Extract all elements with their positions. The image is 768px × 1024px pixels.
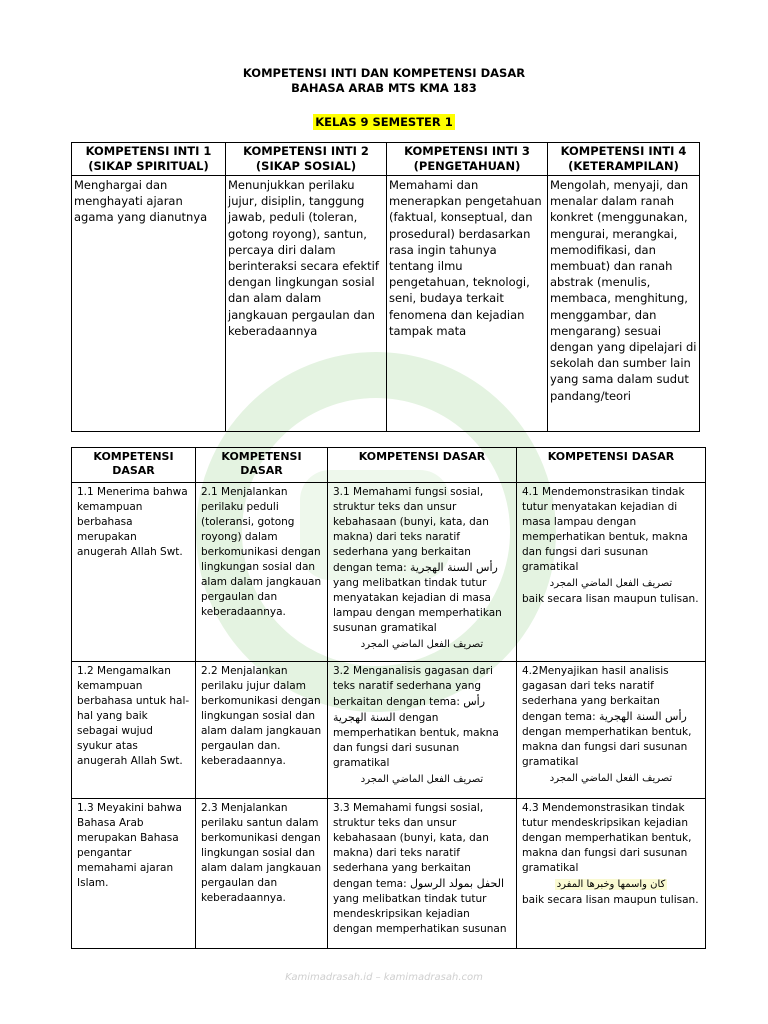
ki-header-row [72, 143, 700, 176]
kompetensi-inti-table [71, 142, 700, 432]
ki-header: KOMPETENSI INTI 1 (SIKAP SPIRITUAL) [72, 143, 226, 176]
kd-cell: 4.3 Mendemonstrasikan tindak tutur mendeskripsikan kejadian dengan memperhatikan bentuk, makna dan fungsi dari susunan gramatikal كان واسمها وخبرها المفرد baik secara lisan maupun tulisan. [517, 799, 706, 949]
kd-header: KOMPETENSI DASAR [328, 448, 517, 483]
kd-cell: 3.2 Menganalisis gagasan dari teks naratif sederhana yang berkaitan dengan tema: رأس السنة الهجرية dengan memperhatikan bentuk, makna dan fungsi dari susunan gramatikal تصريف الفعل الماضي المجرد [328, 662, 517, 799]
kd-cell: 1.1 Menerima bahwa kemampuan berbahasa merupakan anugerah Allah Swt. [72, 483, 196, 662]
kd-cell: 4.1 Mendemonstrasikan tindak tutur menyatakan kejadian di masa lampau dengan memperhatikan bentuk, makna dan fungsi dari susunan gramatikal تصريف الفعل الماضي المجرد baik secara lisan maupun tulisan. [517, 483, 706, 662]
kd-header: KOMPETENSI DASAR [196, 448, 328, 483]
page-footer: Kamimadrasah.id – kamimadrasah.com [285, 972, 483, 983]
arabic-theme: رأس السنة الهجرية [599, 710, 687, 723]
arabic-grammar-line: تصريف الفعل الماضي المجرد [360, 639, 484, 650]
kd-header-row [72, 448, 706, 483]
arabic-theme: رأس السنة الهجرية [410, 561, 498, 574]
ki-cell: Menghargai dan menghayati ajaran agama yang dianutnya [72, 176, 226, 432]
ki-header: KOMPETENSI INTI 4 (KETERAMPILAN) [548, 143, 700, 176]
kd-cell: 1.2 Mengamalkan kemampuan berbahasa untuk hal-hal yang baik sebagai wujud syukur atas anugerah Allah Swt. [72, 662, 196, 799]
arabic-grammar-line: تصريف الفعل الماضي المجرد [549, 578, 673, 589]
kd-cell: 2.3 Menjalankan perilaku santun dalam berkomunikasi dengan lingkungan sosial dan alam dalam jangkauan pergaulan dan keberadaannya. [196, 799, 328, 949]
arabic-theme: رأس السنة الهجرية [333, 695, 486, 724]
ki-header: KOMPETENSI INTI 2 (SIKAP SOSIAL) [226, 143, 387, 176]
kd-cell: 3.1 Memahami fungsi sosial, struktur teks dan unsur kebahasaan (bunyi, kata, dan makna) dari teks naratif sederhana yang berkaitan dengan tema: رأس السنة الهجرية yang melibatkan tindak tutur menyatakan kejadian di masa lampau dengan memperhatikan susunan gramatikal تصريف الفعل الماضي المجرد [328, 483, 517, 662]
kelas-label: KELAS 9 SEMESTER 1 [315, 115, 453, 129]
ki-body-row [72, 176, 700, 432]
kd-cell: 2.1 Menjalankan perilaku peduli (toleransi, gotong royong) dalam berkomunikasi dengan lingkungan sosial dan alam dalam jangkauan pergaulan dan keberadaannya. [196, 483, 328, 662]
kd-row [72, 799, 706, 949]
kompetensi-dasar-table [71, 447, 706, 949]
arabic-theme: الحفل بمولد الرسول [410, 877, 504, 890]
kd-header: KOMPETENSI DASAR [72, 448, 196, 483]
kelas-heading [0, 111, 768, 130]
kd-header: KOMPETENSI DASAR [517, 448, 706, 483]
arabic-grammar-line: تصريف الفعل الماضي المجرد [360, 774, 484, 785]
ki-header: KOMPETENSI INTI 3 (PENGETAHUAN) [387, 143, 548, 176]
ki-cell: Mengolah, menyaji, dan menalar dalam ranah konkret (menggunakan, mengurai, merangkai, memodifikasi, dan membuat) dan ranah abstrak (menulis, membaca, menghitung, menggambar, dan mengarang) sesuai dengan yang dipelajari di sekolah dan sumber lain yang sama dalam sudut pandang/teori [548, 176, 700, 432]
ki-cell: Memahami dan menerapkan pengetahuan (faktual, konseptual, dan prosedural) berdasarkan rasa ingin tahunya tentang ilmu pengetahuan, teknologi, seni, budaya terkait fenomena dan kejadian tampak mata [387, 176, 548, 432]
kd-row [72, 483, 706, 662]
arabic-grammar-line: كان واسمها وخبرها المفرد [556, 879, 666, 890]
document-subtitle: BAHASA ARAB MTS KMA 183 [291, 81, 477, 95]
kd-cell: 2.2 Menjalankan perilaku jujur dalam berkomunikasi dengan lingkungan sosial dan alam dalam jangkauan pergaulan dan. keberadaannya. [196, 662, 328, 799]
kd-cell: 1.3 Meyakini bahwa Bahasa Arab merupakan Bahasa pengantar memahami ajaran Islam. [72, 799, 196, 949]
kd-cell: 4.2Menyajikan hasil analisis gagasan dari teks naratif sederhana yang berkaitan dengan tema: رأس السنة الهجرية dengan memperhatikan bentuk, makna dan fungsi dari susunan gramatikal تصريف الفعل الماضي المجرد [517, 662, 706, 799]
kd-row [72, 662, 706, 799]
arabic-grammar-line: تصريف الفعل الماضي المجرد [549, 773, 673, 784]
ki-cell: Menunjukkan perilaku jujur, disiplin, tanggung jawab, peduli (toleran, gotong royong), santun, percaya diri dalam berinteraksi secara efektif dengan lingkungan sosial dan alam dalam jangkauan pergaulan dan keberadaannya [226, 176, 387, 432]
kd-cell: 3.3 Memahami fungsi sosial, struktur teks dan unsur kebahasaan (bunyi, kata, dan makna) dari teks naratif sederhana yang berkaitan dengan tema: الحفل بمولد الرسول yang melibatkan tindak tutur mendeskripsikan kejadian dengan memperhatikan susunan [328, 799, 517, 949]
document-title: KOMPETENSI INTI DAN KOMPETENSI DASAR [242, 66, 526, 80]
